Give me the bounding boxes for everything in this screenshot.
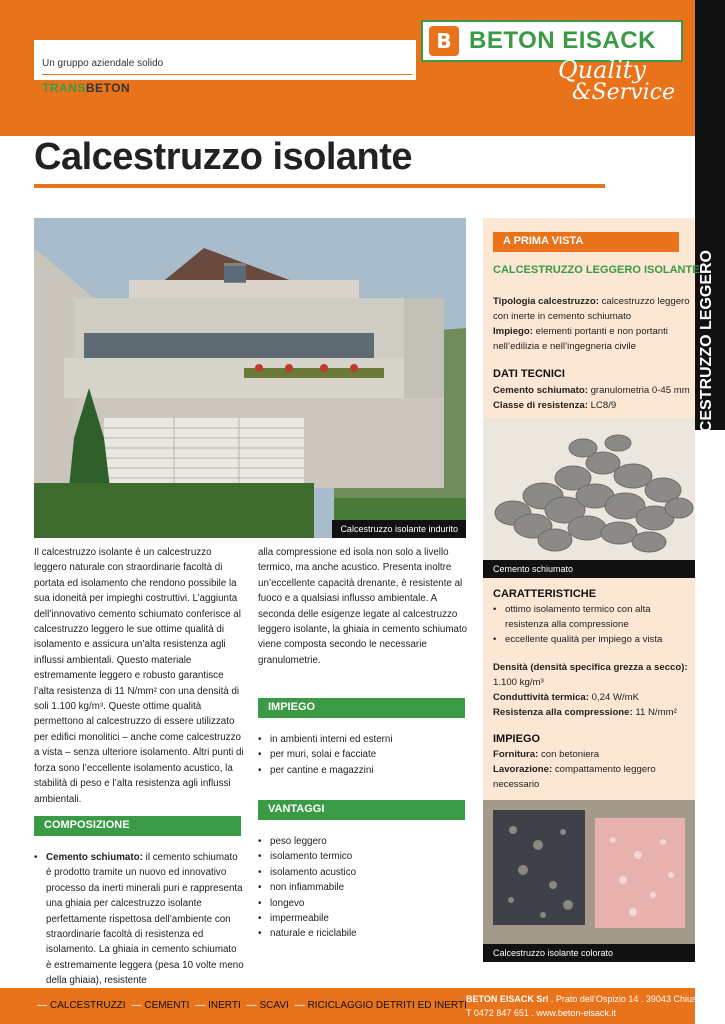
list-item: • ottimo isolamento termico con alta resistenza alla compressione bbox=[493, 602, 691, 632]
group-tagline: Un gruppo aziendale solido bbox=[42, 58, 164, 69]
footer-division: RICICLAGGIO DETRITI ED INERTI bbox=[307, 1000, 467, 1011]
advantages-list bbox=[258, 834, 468, 942]
house-illustration bbox=[34, 218, 466, 538]
quality-service-script bbox=[558, 58, 690, 104]
footer-division: CEMENTI bbox=[144, 1000, 190, 1011]
footer-division: SCAVI bbox=[259, 1000, 289, 1011]
resistenza-value: 11 N/mm² bbox=[635, 707, 677, 718]
resistenza-label: Resistenza alla compressione: bbox=[493, 707, 633, 718]
title-underline bbox=[34, 184, 605, 188]
list-item: • non infiammabile bbox=[258, 880, 468, 895]
tipologia-text bbox=[493, 294, 691, 324]
characteristics-heading: CARATTERISTICHE bbox=[493, 588, 597, 600]
footer-dash: — bbox=[131, 1000, 142, 1011]
impiego-right-heading: IMPIEGO bbox=[493, 733, 541, 745]
fornitura-spec bbox=[493, 747, 691, 762]
footer-dash: — bbox=[294, 1000, 305, 1011]
characteristics-list bbox=[493, 602, 691, 647]
classe-spec bbox=[493, 398, 691, 413]
densita-value: 1.100 kg/m³ bbox=[493, 677, 544, 688]
dati-tecnici-heading: DATI TECNICI bbox=[493, 368, 565, 380]
cemento-value: granulometria 0-45 mm bbox=[590, 385, 690, 396]
conduttivita-label: Conduttività termica: bbox=[493, 692, 589, 703]
lavorazione-label: Lavorazione: bbox=[493, 764, 553, 775]
densita-label: Densità (densità specifica grezza a secco): bbox=[493, 662, 688, 673]
composition-heading: COMPOSIZIONE bbox=[34, 816, 241, 836]
middle-paragraph: alla compressione ed isola non solo a livello termico, ma anche acustico. Presenta inoltre un’eccellente capacità drenante, è resistente al fuoco e a qualsiasi influsso ambientale. A seconda delle esigenze legate al calcestruzzo leggero isolante, la ghiaia in cemento schiumato viene composta secondo le necessarie granulometrie. bbox=[258, 547, 468, 666]
list-item: • isolamento termico bbox=[258, 849, 468, 864]
list-item: • per cantine e magazzini bbox=[258, 763, 468, 778]
list-item: • in ambienti interni ed esterni bbox=[258, 732, 468, 747]
brand-beton: BETON bbox=[85, 81, 131, 95]
impiego-label: Impiego: bbox=[493, 326, 533, 337]
stones-photo bbox=[483, 418, 695, 578]
intro-paragraph: Il calcestruzzo isolante è un calcestruzzo leggero naturale con straordinarie facoltà di portata ed isolamento che rendono possibile la sua idoneità per impieghi costruttivi. L’aggiunta dell’innovativo cemento schiumato conferisce al calcestruzzo leggero le sue ottime qualità di isolamento e assicura un’alta resistenza agli influssi ambientali. Questo materiale estremamente leggero e robusto garantisce l’alta resistenza di 11 N/mm² con una densità di soli 1.100 kg/m³. Queste ottime qualità permettono al calcestruzzo di essere utilizzato per edifici monolitici – anche come calcestruzzo a vista – senza ulteriore isolamento. Altri punti di forza sono l’eccellente isolamento acustico, la stabilità di peso e l’alta resistenza agli influssi ambientali. bbox=[34, 547, 244, 805]
usage-heading: IMPIEGO bbox=[258, 698, 465, 718]
cemento-label: Cemento schiumato: bbox=[493, 385, 588, 396]
side-tab-label: CALCESTRUZZO LEGGERO bbox=[698, 250, 715, 466]
brand-trans: TRANS bbox=[42, 81, 86, 95]
composition-item-label: Cemento schiumato: bbox=[46, 852, 143, 863]
list-item: • longevo bbox=[258, 896, 468, 911]
at-a-glance-heading: A PRIMA VISTA bbox=[493, 232, 679, 252]
service-word: &Service bbox=[572, 80, 675, 105]
footer-dash: — bbox=[246, 1000, 257, 1011]
classe-value: LC8/9 bbox=[590, 400, 617, 411]
house-photo bbox=[34, 218, 466, 538]
advantages-heading: VANTAGGI bbox=[258, 800, 465, 820]
list-item: • impermeabile bbox=[258, 911, 468, 926]
lavorazione-spec bbox=[493, 762, 691, 792]
footer-divisions bbox=[34, 1000, 467, 1011]
colored-blocks-photo bbox=[483, 800, 695, 962]
densita-spec bbox=[493, 660, 691, 690]
list-item: • eccellente qualità per impiego a vista bbox=[493, 632, 691, 647]
transbeton-logo bbox=[42, 81, 130, 95]
conduttivita-spec bbox=[493, 690, 691, 705]
list-item: • per muri, solai e facciate bbox=[258, 747, 468, 762]
quality-word: Quality bbox=[558, 56, 646, 84]
composition-list bbox=[34, 850, 244, 989]
classe-label: Classe di resistenza: bbox=[493, 400, 588, 411]
impiego-text bbox=[493, 324, 691, 354]
tipologia-value: calcestruzzo leggero con inerte in cemento schiumato bbox=[493, 296, 690, 322]
list-item bbox=[34, 850, 244, 989]
footer-street: . Prato dell’Ospizio 14 . 39043 Chiusa bbox=[550, 994, 702, 1004]
footer-company: BETON EISACK Srl bbox=[466, 994, 549, 1004]
footer-dash: — bbox=[37, 1000, 47, 1011]
fornitura-label: Fornitura: bbox=[493, 749, 539, 760]
list-item: • naturale e riciclabile bbox=[258, 926, 468, 941]
logo-text: BETON EISACK bbox=[469, 27, 656, 54]
page-title: Calcestruzzo isolante bbox=[34, 136, 413, 178]
list-item: • peso leggero bbox=[258, 834, 468, 849]
composition-item-text: il cemento schiumato è prodotto tramite un nuovo ed innovativo processo da inerti minerali puri e rappresenta una ghiaia per calcestruzzo isolante perfettamente rispettosa dell’ambiente con straordinarie facoltà di resistenza ed isolamento. La ghiaia in cemento schiumato è estremamente leggera (pesa 10 volte meno della ghiaia), resistente bbox=[46, 852, 244, 987]
tagline-divider bbox=[42, 74, 412, 75]
list-item: • isolamento acustico bbox=[258, 865, 468, 880]
footer-contact: T 0472 847 651 . www.beton-eisack.it bbox=[466, 1008, 616, 1018]
at-a-glance-subheading: CALCESTRUZZO LEGGERO ISOLANTE bbox=[493, 264, 700, 276]
stones-photo-caption: Cemento schiumato bbox=[483, 560, 695, 578]
blocks-photo-caption: Calcestruzzo isolante colorato bbox=[483, 944, 695, 962]
fornitura-value: con betoniera bbox=[540, 749, 600, 760]
usage-list bbox=[258, 732, 468, 778]
logo-mark-icon: B bbox=[429, 26, 459, 56]
colored-blocks-illustration bbox=[483, 800, 695, 962]
cemento-spec bbox=[493, 383, 691, 398]
resistenza-spec bbox=[493, 705, 691, 720]
house-photo-caption: Calcestruzzo isolante indurito bbox=[332, 520, 466, 538]
footer-division: INERTI bbox=[208, 1000, 241, 1011]
foam-cement-illustration bbox=[483, 418, 695, 578]
tipologia-label: Tipologia calcestruzzo: bbox=[493, 296, 599, 307]
lavorazione-value: compattamento leggero necessario bbox=[493, 764, 656, 790]
footer-dash: — bbox=[195, 1000, 206, 1011]
footer-division: CALCESTRUZZI bbox=[50, 1000, 126, 1011]
conduttivita-value: 0,24 W/mK bbox=[591, 692, 640, 703]
impiego-value: elementi portanti e non portanti nell’edilizia e nell’ingegneria civile bbox=[493, 326, 668, 352]
footer-address bbox=[466, 992, 701, 1020]
